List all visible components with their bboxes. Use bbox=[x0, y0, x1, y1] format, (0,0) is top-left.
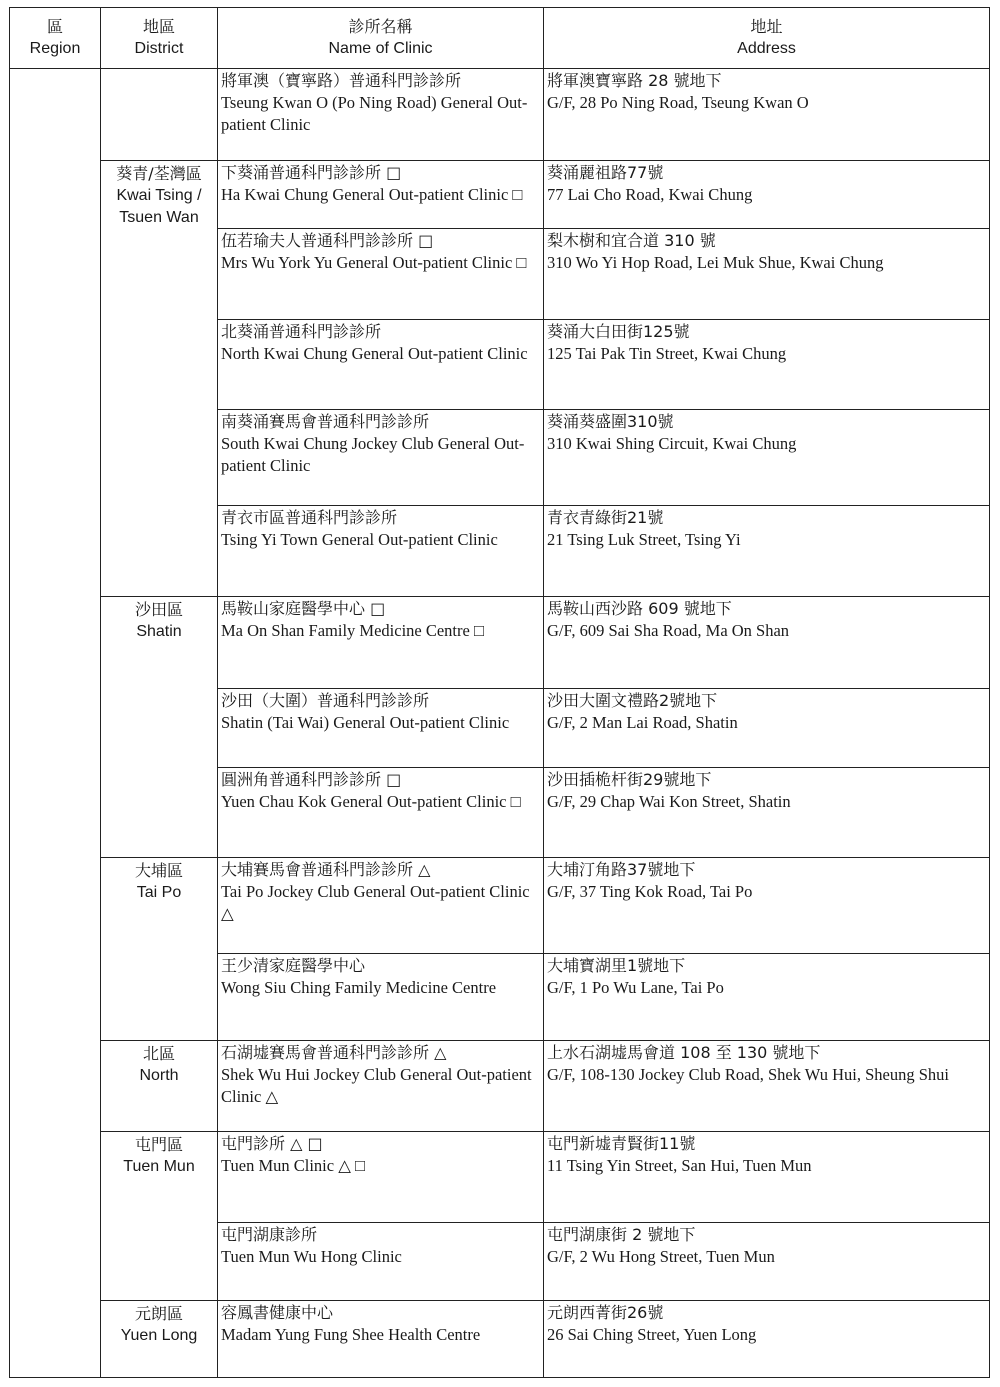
district-en: Shatin bbox=[136, 623, 182, 640]
clinic-name-cell bbox=[218, 161, 544, 229]
address-cell bbox=[544, 1301, 990, 1378]
clinic-name-zh: 青衣市區普通科門診診所 bbox=[221, 508, 398, 527]
district-cell bbox=[101, 858, 218, 1041]
address-cell bbox=[544, 69, 990, 161]
clinic-name-en: Tseung Kwan O (Po Ning Road) General Out- patient Clinic bbox=[221, 93, 528, 134]
address-zh: 屯門新墟青賢街11號 bbox=[547, 1134, 696, 1153]
district-zh: 元朗區 bbox=[134, 1304, 183, 1323]
address-en: G/F, 2 Man Lai Road, Shatin bbox=[547, 713, 738, 732]
district-zh: 葵青/荃灣區 bbox=[116, 164, 202, 183]
header-address bbox=[544, 8, 990, 69]
address-cell bbox=[544, 597, 990, 689]
address-zh: 葵涌葵盛圍310號 bbox=[547, 412, 674, 431]
clinic-name-zh: 圓洲角普通科門診診所 □ bbox=[221, 770, 402, 789]
address-en: G/F, 28 Po Ning Road, Tseung Kwan O bbox=[547, 93, 809, 112]
address-cell bbox=[544, 689, 990, 768]
address-zh: 屯門湖康街 2 號地下 bbox=[547, 1225, 696, 1244]
clinic-name-cell bbox=[218, 858, 544, 954]
clinic-name-cell bbox=[218, 1132, 544, 1223]
clinic-name-en: Wong Siu Ching Family Medicine Centre bbox=[221, 978, 497, 997]
district-zh: 屯門區 bbox=[134, 1135, 183, 1154]
clinic-name-en: Tsing Yi Town General Out-patient Clinic bbox=[221, 530, 498, 549]
clinic-name-cell bbox=[218, 506, 544, 597]
district-cell bbox=[101, 1301, 218, 1378]
address-cell bbox=[544, 1041, 990, 1132]
address-cell bbox=[544, 320, 990, 410]
header-region-zh: 區 bbox=[46, 17, 63, 36]
district-zh: 北區 bbox=[142, 1044, 175, 1063]
clinic-name-zh: 屯門湖康診所 bbox=[221, 1225, 318, 1244]
address-en: G/F, 2 Wu Hong Street, Tuen Mun bbox=[547, 1247, 775, 1266]
address-zh: 沙田插桅杆街29號地下 bbox=[547, 770, 712, 789]
district-en: North bbox=[139, 1067, 179, 1084]
clinic-name-zh: 伍若瑜夫人普通科門診診所 □ bbox=[221, 231, 434, 250]
address-en: G/F, 609 Sai Sha Road, Ma On Shan bbox=[547, 621, 790, 640]
region-cell bbox=[10, 69, 101, 1378]
address-en: 21 Tsing Luk Street, Tsing Yi bbox=[547, 530, 741, 549]
table-row bbox=[10, 858, 990, 954]
district-zh: 沙田區 bbox=[134, 600, 183, 619]
district-zh: 大埔區 bbox=[134, 861, 183, 880]
district-cell bbox=[101, 597, 218, 858]
clinic-name-en: Mrs Wu York Yu General Out-patient Clinic □ bbox=[221, 253, 527, 272]
clinic-name-cell bbox=[218, 1301, 544, 1378]
address-cell bbox=[544, 410, 990, 506]
clinic-name-en: Yuen Chau Kok General Out-patient Clinic □ bbox=[221, 792, 521, 811]
district-cell bbox=[101, 1041, 218, 1132]
clinic-name-cell bbox=[218, 768, 544, 858]
district-en: Tuen Mun bbox=[123, 1158, 195, 1175]
address-cell bbox=[544, 161, 990, 229]
clinic-name-cell bbox=[218, 1223, 544, 1301]
table-row bbox=[10, 69, 990, 161]
address-en: G/F, 108-130 Jockey Club Road, Shek Wu Hui, Sheung Shui bbox=[547, 1065, 949, 1084]
address-cell bbox=[544, 954, 990, 1041]
clinic-name-zh: 石湖墟賽馬會普通科門診診所 △ bbox=[221, 1043, 447, 1062]
clinic-name-cell bbox=[218, 229, 544, 320]
clinic-name-en: Madam Yung Fung Shee Health Centre bbox=[221, 1325, 481, 1344]
clinic-name-cell bbox=[218, 410, 544, 506]
clinic-name-en: Shatin (Tai Wai) General Out-patient Clinic bbox=[221, 713, 510, 732]
clinic-name-en: Tuen Mun Wu Hong Clinic bbox=[221, 1247, 402, 1266]
address-zh: 元朗西菁街26號 bbox=[547, 1303, 664, 1322]
table-row bbox=[10, 597, 990, 689]
clinic-name-en: Shek Wu Hui Jockey Club General Out-patient Clinic △ bbox=[221, 1065, 532, 1106]
address-zh: 將軍澳寶寧路 28 號地下 bbox=[547, 71, 722, 90]
clinic-name-cell bbox=[218, 689, 544, 768]
clinic-name-zh: 屯門診所 △ □ bbox=[221, 1134, 323, 1153]
clinic-name-cell bbox=[218, 954, 544, 1041]
address-cell bbox=[544, 768, 990, 858]
clinic-name-cell bbox=[218, 69, 544, 161]
address-en: G/F, 1 Po Wu Lane, Tai Po bbox=[547, 978, 724, 997]
header-address-zh: 地址 bbox=[750, 17, 783, 36]
address-zh: 沙田大圍文禮路2號地下 bbox=[547, 691, 718, 710]
address-en: 26 Sai Ching Street, Yuen Long bbox=[547, 1325, 757, 1344]
clinic-name-en: Tai Po Jockey Club General Out-patient Clinic △ bbox=[221, 882, 530, 923]
clinic-name-en: South Kwai Chung Jockey Club General Out-patient Clinic bbox=[221, 434, 525, 475]
address-zh: 葵涌大白田街125號 bbox=[547, 322, 690, 341]
address-zh: 上水石湖墟馬會道 108 至 130 號地下 bbox=[547, 1043, 821, 1062]
clinic-name-zh: 北葵涌普通科門診診所 bbox=[221, 322, 382, 341]
address-cell bbox=[544, 1132, 990, 1223]
clinic-table bbox=[9, 7, 990, 1378]
header-district-zh: 地區 bbox=[142, 17, 175, 36]
table-row bbox=[10, 1301, 990, 1378]
district-cell bbox=[101, 1132, 218, 1301]
header-region bbox=[10, 8, 101, 69]
district-cell bbox=[101, 161, 218, 597]
header-clinic-en: Name of Clinic bbox=[328, 40, 433, 57]
district-en: Kwai Tsing / Tsuen Wan bbox=[116, 187, 202, 226]
clinic-name-en: Ma On Shan Family Medicine Centre □ bbox=[221, 621, 484, 640]
clinic-name-zh: 沙田（大圍）普通科門診診所 bbox=[221, 691, 430, 710]
clinic-name-zh: 南葵涌賽馬會普通科門診診所 bbox=[221, 412, 430, 431]
header-clinic-zh: 診所名稱 bbox=[348, 17, 413, 36]
header-row bbox=[10, 8, 990, 69]
header-district-en: District bbox=[134, 40, 184, 57]
address-en: 310 Kwai Shing Circuit, Kwai Chung bbox=[547, 434, 797, 453]
clinic-name-zh: 王少清家庭醫學中心 bbox=[221, 956, 366, 975]
district-cell bbox=[101, 69, 218, 161]
address-en: 310 Wo Yi Hop Road, Lei Muk Shue, Kwai Chung bbox=[547, 253, 884, 272]
address-cell bbox=[544, 1223, 990, 1301]
clinic-name-cell bbox=[218, 597, 544, 689]
clinic-name-en: Ha Kwai Chung General Out-patient Clinic □ bbox=[221, 185, 523, 204]
address-en: 125 Tai Pak Tin Street, Kwai Chung bbox=[547, 344, 787, 363]
address-zh: 葵涌麗祖路77號 bbox=[547, 163, 664, 182]
clinic-name-zh: 下葵涌普通科門診診所 □ bbox=[221, 163, 402, 182]
clinic-name-en: Tuen Mun Clinic △ □ bbox=[221, 1156, 365, 1175]
clinic-name-cell bbox=[218, 1041, 544, 1132]
address-cell bbox=[544, 229, 990, 320]
table-row bbox=[10, 1132, 990, 1223]
clinic-name-zh: 馬鞍山家庭醫學中心 □ bbox=[221, 599, 386, 618]
address-zh: 青衣青綠街21號 bbox=[547, 508, 664, 527]
address-zh: 大埔汀角路37號地下 bbox=[547, 860, 696, 879]
address-cell bbox=[544, 858, 990, 954]
header-region-en: Region bbox=[29, 40, 81, 57]
header-address-en: Address bbox=[737, 40, 796, 57]
address-en: 11 Tsing Yin Street, San Hui, Tuen Mun bbox=[547, 1156, 812, 1175]
address-en: G/F, 37 Ting Kok Road, Tai Po bbox=[547, 882, 753, 901]
address-en: G/F, 29 Chap Wai Kon Street, Shatin bbox=[547, 792, 791, 811]
address-cell bbox=[544, 506, 990, 597]
address-zh: 梨木樹和宜合道 310 號 bbox=[547, 231, 716, 250]
header-district bbox=[101, 8, 218, 69]
table-row bbox=[10, 161, 990, 229]
clinic-name-cell bbox=[218, 320, 544, 410]
address-en: 77 Lai Cho Road, Kwai Chung bbox=[547, 185, 753, 204]
clinic-name-zh: 將軍澳（寶寧路）普通科門診診所 bbox=[221, 71, 462, 90]
clinic-name-zh: 大埔賽馬會普通科門診診所 △ bbox=[221, 860, 431, 879]
address-zh: 馬鞍山西沙路 609 號地下 bbox=[547, 599, 732, 618]
clinic-name-en: North Kwai Chung General Out-patient Clinic bbox=[221, 344, 528, 363]
table-row bbox=[10, 1041, 990, 1132]
address-zh: 大埔寶湖里1號地下 bbox=[547, 956, 686, 975]
district-en: Tai Po bbox=[136, 884, 182, 901]
district-en: Yuen Long bbox=[120, 1327, 198, 1344]
header-clinic bbox=[218, 8, 544, 69]
clinic-name-zh: 容鳳書健康中心 bbox=[221, 1303, 334, 1322]
